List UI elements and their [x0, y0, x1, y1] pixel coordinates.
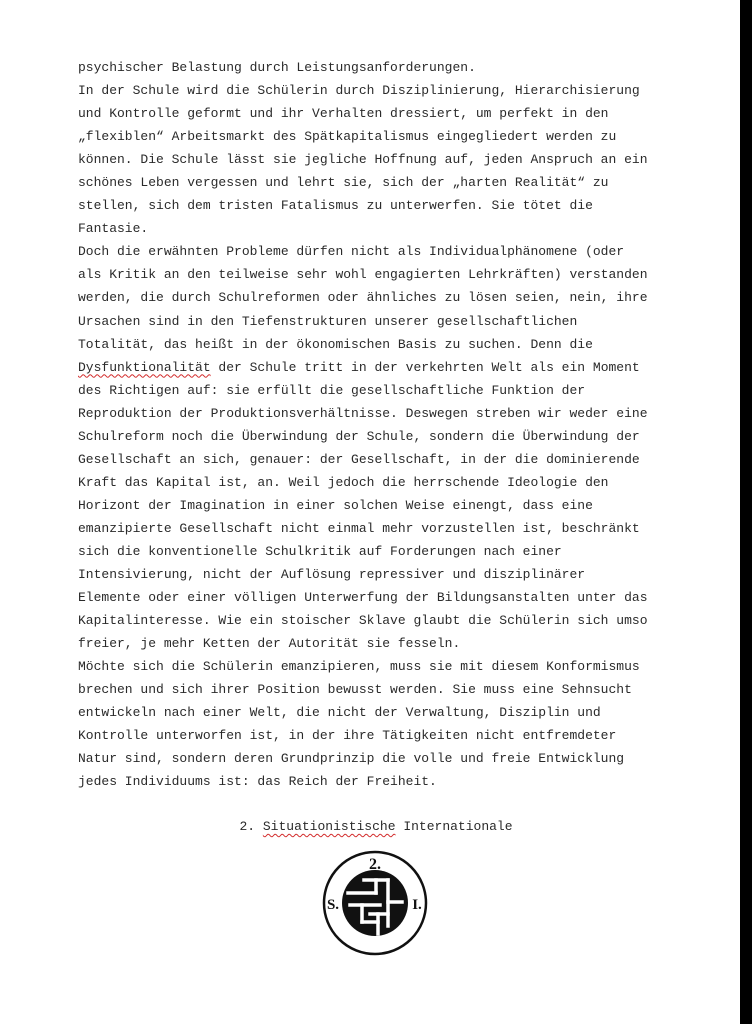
text-line: Möchte sich die Schülerin emanzipieren, muss sie mit diesem Konformismus: [78, 659, 640, 675]
text-line: Kontrolle unterworfen ist, in der ihre Tätigkeiten nicht entfremdeter: [78, 728, 617, 744]
text-line: und Kontrolle geformt und ihr Verhalten dressiert, um perfekt in den: [78, 106, 609, 122]
text-line: emanzipierte Gesellschaft nicht einmal mehr vorzustellen ist, beschränkt: [78, 520, 640, 536]
text-line: psychischer Belastung durch Leistungsanforderungen.: [78, 60, 476, 75]
spellcheck-flagged-word: Dysfunktionalität: [78, 359, 211, 375]
text-line: Fantasie.: [78, 221, 149, 237]
text-line: Schulreform noch die Überwindung der Schule, sondern die Überwindung der: [78, 428, 640, 444]
text-line: Totalität, das heißt in der ökonomischen Basis zu suchen. Denn die: [78, 336, 593, 352]
logo-seal-icon: [322, 850, 428, 956]
text-line: freier, je mehr Ketten der Autorität sie fesseln.: [78, 636, 461, 652]
organization-logo: [322, 850, 428, 956]
paragraph: [78, 79, 698, 240]
text-line: Intensivierung, nicht der Auflösung repressiver und disziplinärer: [78, 567, 586, 583]
text-line: stellen, sich dem tristen Fatalismus zu unterwerfen. Sie tötet die: [78, 198, 593, 214]
paragraph: [78, 655, 698, 793]
text-line: Reproduktion der Produktionsverhältnisse. Deswegen streben wir weder eine: [78, 405, 648, 421]
text-line: jedes Individuums ist: das Reich der Freiheit.: [78, 774, 437, 790]
text-line: Dysfunktionalität der Schule tritt in der verkehrten Welt als ein Moment: [78, 359, 640, 375]
text-line: Kapitalinteresse. Wie ein stoischer Sklave glaubt die Schülerin sich umso: [78, 613, 648, 629]
signature-word: 2.: [239, 819, 256, 834]
text-line: „flexiblen“ Arbeitsmarkt des Spätkapitalismus eingegliedert werden zu: [78, 129, 617, 145]
logo-left-label: S.: [326, 897, 340, 913]
text-line: Kraft das Kapital ist, an. Weil jedoch die herrschende Ideologie den: [78, 474, 609, 490]
text-line: entwickeln nach einer Welt, die nicht der Verwaltung, Disziplin und: [78, 705, 601, 721]
text-line: Gesellschaft an sich, genauer: der Gesellschaft, in der die dominierende: [78, 451, 640, 467]
logo-right-label: I.: [412, 897, 422, 913]
text-line: Elemente oder einer völligen Unterwerfung der Bildungsanstalten unter das: [78, 590, 648, 606]
text-line: werden, die durch Schulreformen oder ähnliches zu lösen seien, nein, ihre: [78, 290, 648, 306]
paragraph: [78, 240, 698, 655]
signature-word: Situationistische: [262, 819, 396, 834]
paragraph: [78, 56, 698, 79]
document-body: [78, 56, 698, 794]
text-line: sich die konventionelle Schulkritik auf Forderungen nach einer: [78, 543, 562, 559]
text-line: Horizont der Imagination in einer solchen Weise einengt, dass eine: [78, 497, 593, 513]
text-line: Natur sind, sondern deren Grundprinzip die volle und freie Entwicklung: [78, 751, 625, 767]
text-line: schönes Leben vergessen und lehrt sie, sich der „harten Realität“ zu: [78, 175, 609, 191]
text-line: Ursachen sind in den Tiefenstrukturen unserer gesellschaftlichen: [78, 313, 578, 329]
text-line: brechen und sich ihrer Position bewusst werden. Sie muss eine Sehnsucht: [78, 682, 632, 698]
text-line: können. Die Schule lässt sie jegliche Hoffnung auf, jeden Anspruch an ein: [78, 152, 648, 168]
text-line: In der Schule wird die Schülerin durch Disziplinierung, Hierarchisierung: [78, 83, 640, 99]
signature-word: Internationale: [403, 819, 513, 834]
signature-line: [0, 819, 752, 834]
text-line: Doch die erwähnten Probleme dürfen nicht als Individualphänomene (oder: [78, 244, 625, 260]
logo-top-label: 2.: [369, 856, 381, 873]
text-line: als Kritik an den teilweise sehr wohl engagierten Lehrkräften) verstanden: [78, 267, 648, 283]
text-line: des Richtigen auf: sie erfüllt die gesellschaftliche Funktion der: [78, 382, 586, 398]
